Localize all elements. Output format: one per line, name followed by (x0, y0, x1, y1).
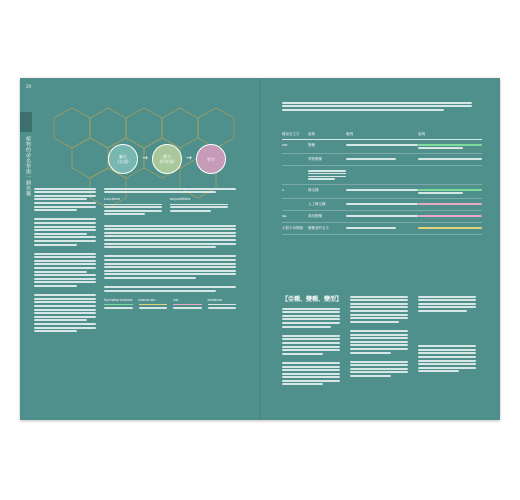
row-term: 大寫字母開頭 (282, 225, 303, 230)
table-row (282, 140, 482, 154)
table-row (282, 199, 482, 211)
table-row (282, 223, 482, 235)
label-lunularis: Lunularis (104, 197, 120, 202)
right-text-column-3 (418, 294, 476, 374)
vertical-chapter-title: 植物的命名學與一個名稱 (25, 136, 31, 197)
genus-label: 屬名 (119, 154, 127, 159)
chapter-tab (20, 112, 32, 132)
row-term: x (282, 188, 285, 193)
center-text-column (104, 186, 236, 310)
scientific-name-label: 學名 (207, 156, 215, 162)
species-sublabel: (形容詞) (159, 159, 175, 164)
row-meaning: 變種 (308, 143, 315, 147)
right-intro-text (282, 100, 472, 112)
row-meaning: 人工雜交種 (308, 201, 326, 206)
scientific-name-circle (196, 144, 226, 174)
row-meaning: 雜交種 (308, 188, 319, 193)
row-meaning: 栽培變種 (308, 213, 322, 218)
row-term: var. (282, 143, 289, 147)
table-row (282, 154, 482, 166)
section-heading: 【亞種、變種、變型】 (282, 296, 343, 303)
header-example: 範例 (346, 132, 354, 136)
label-procerum: procerum (138, 297, 156, 302)
label-var: var. (173, 297, 180, 302)
spine-gutter (260, 78, 262, 420)
genus-circle (108, 144, 138, 174)
header-description: 說明 (418, 132, 426, 136)
label-angustifolia: angustifolia (170, 197, 191, 202)
row-meaning: 變種者的名字 (308, 225, 329, 230)
genus-sublabel: (名詞) (117, 159, 129, 164)
label-lanatum: lanatum (207, 297, 222, 302)
table-row (282, 166, 482, 185)
naming-table (282, 130, 482, 235)
arrow-right-icon: → (142, 154, 148, 162)
row-meaning: 實物變種 (308, 156, 322, 161)
label-symphoricarpos: Symphoricarpos (104, 297, 133, 302)
arrow-right-icon: → (186, 154, 192, 162)
row-term: sp. (282, 213, 288, 218)
table-row (282, 211, 482, 223)
left-text-column (34, 186, 96, 334)
species-label: 種名 (163, 154, 171, 159)
header-term: 種加名文字 (282, 132, 300, 136)
table-row (282, 185, 482, 199)
header-meaning: 意義 (308, 132, 315, 136)
book-spread (20, 78, 500, 420)
species-circle (152, 144, 182, 174)
right-text-column-2 (350, 294, 408, 379)
right-text-column-1 (282, 306, 340, 387)
page-number: 29 (26, 84, 32, 89)
